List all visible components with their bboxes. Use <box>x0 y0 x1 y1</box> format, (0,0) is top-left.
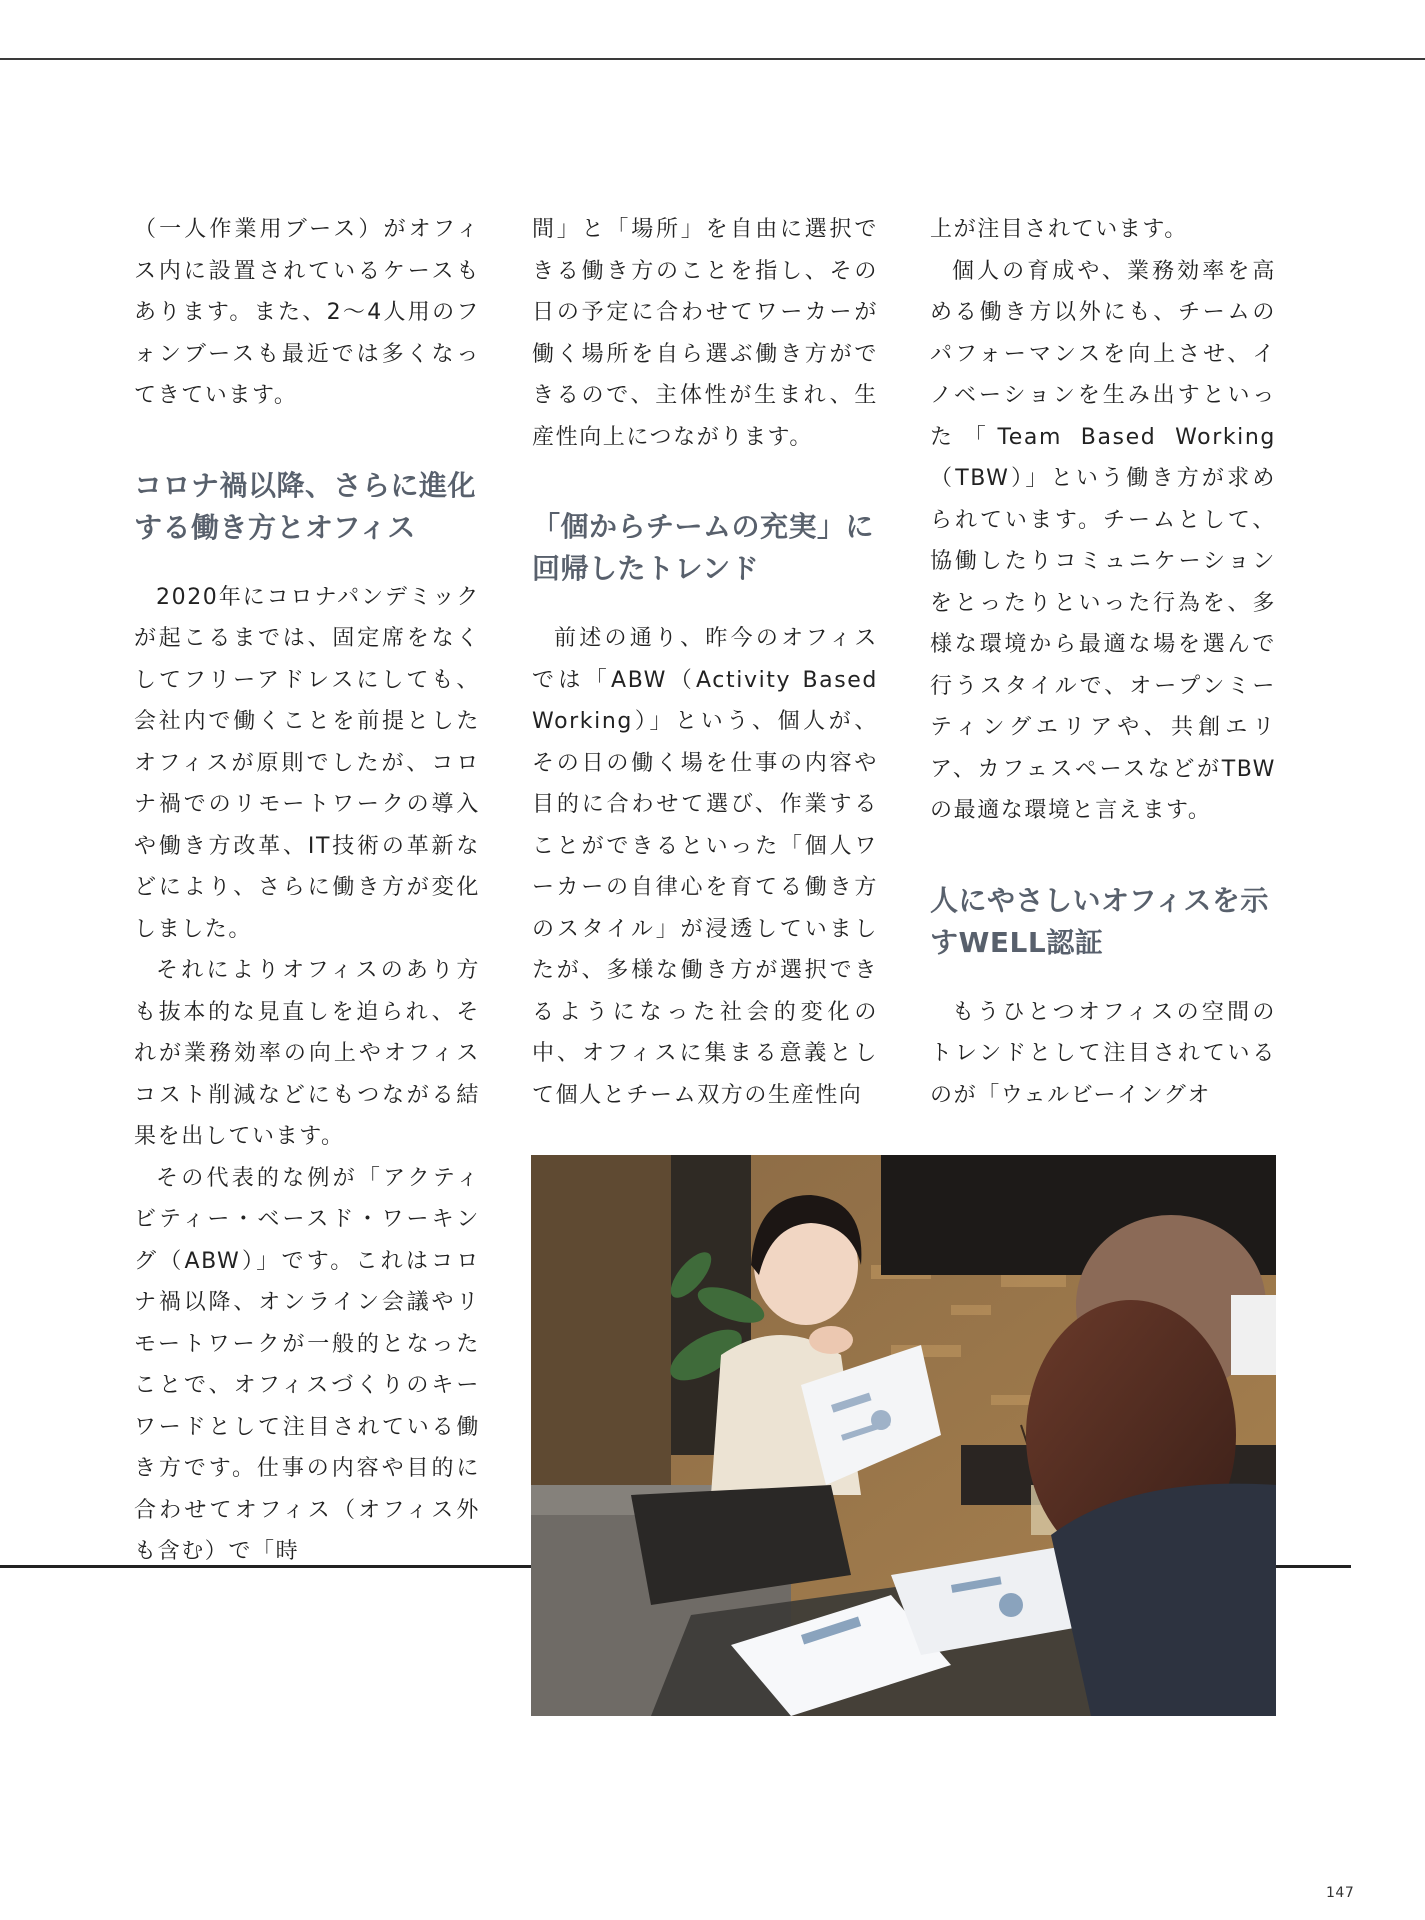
paragraph: 2020年にコロナパンデミックが起こるまでは、固定席をなくしてフリーアドレスにしても、会社内で働くことを前提としたオフィスが原則でしたが、コロナ禍でのリモートワークの導入や働き方改革、IT技術の革新などにより、さらに働き方が変化しました。 <box>134 584 480 942</box>
paragraph: （一人作業用ブース）がオフィス内に設置されているケースもあります。また、2〜4人用のフォンブースも最近では多くなってきています。 <box>134 217 480 408</box>
section-heading: 人にやさしいオフィスを示すWELL認証 <box>930 883 1269 959</box>
section-heading: 「個からチームの充実」に回帰したトレンド <box>532 510 875 585</box>
paragraph: もうひとつオフィスの空間のトレンドとして注目されているのが「ウェルビーイングオ <box>930 999 1276 1108</box>
paragraph: 前述の通り、昨今のオフィスでは「ABW（Activity Based Working）」という、個人が、その日の働く場を仕事の内容や目的に合わせて選び、作業することができるといった「個人ワーカーの自律心を育てる働き方のスタイル」が浸透していましたが、多様な働き方が選択できるようになった社会的変化の中、オフィスに集まる意義として個人とチーム双方の生産性向 <box>532 626 878 1108</box>
paragraph: 間」と「場所」を自由に選択できる働き方のことを指し、その日の予定に合わせてワーカーが働く場所を自ら選ぶ働き方ができるので、主体性が生まれ、生産性向上につながります。 <box>532 217 878 450</box>
text-column-3 <box>930 209 1276 1116</box>
bottom-rule-left <box>0 1565 532 1568</box>
paragraph: その代表的な例が「アクティビティー・ベースド・ワーキング（ABW）」です。これはコロナ禍以降、オンライン会議やリモートワークが一般的となったことで、オフィスづくりのキーワードとして注目されている働き方です。仕事の内容や目的に合わせてオフィス（オフィス外も含む）で「時 <box>134 1165 480 1564</box>
page-number: 147 <box>1326 1885 1355 1901</box>
paragraph: 上が注目されています。 <box>930 217 1188 242</box>
section-heading: コロナ禍以降、さらに進化する働き方とオフィス <box>134 468 477 544</box>
paragraph: 個人の育成や、業務効率を高める働き方以外にも、チームのパフォーマンスを向上させ、イノベーションを生み出すといった「Team Based Working（TBW）」という働き方が求められています。チームとして、協働したりコミュニケーションをとったりといった行為を、多様な環境から最適な場を選んで行うスタイルで、オープンミーティングエリアや、共創エリア、カフェスペースなどがTBWの最適な環境と言えます。 <box>930 258 1276 823</box>
text-column-2 <box>532 209 878 1116</box>
paragraph: それによりオフィスのあり方も抜本的な見直しを迫られ、それが業務効率の向上やオフィスコスト削減などにもつながる結果を出しています。 <box>134 958 480 1149</box>
bottom-rule-right <box>1274 1565 1351 1568</box>
text-column-1 <box>134 209 480 1573</box>
top-rule <box>0 58 1425 60</box>
office-meeting-photo <box>531 1155 1276 1716</box>
